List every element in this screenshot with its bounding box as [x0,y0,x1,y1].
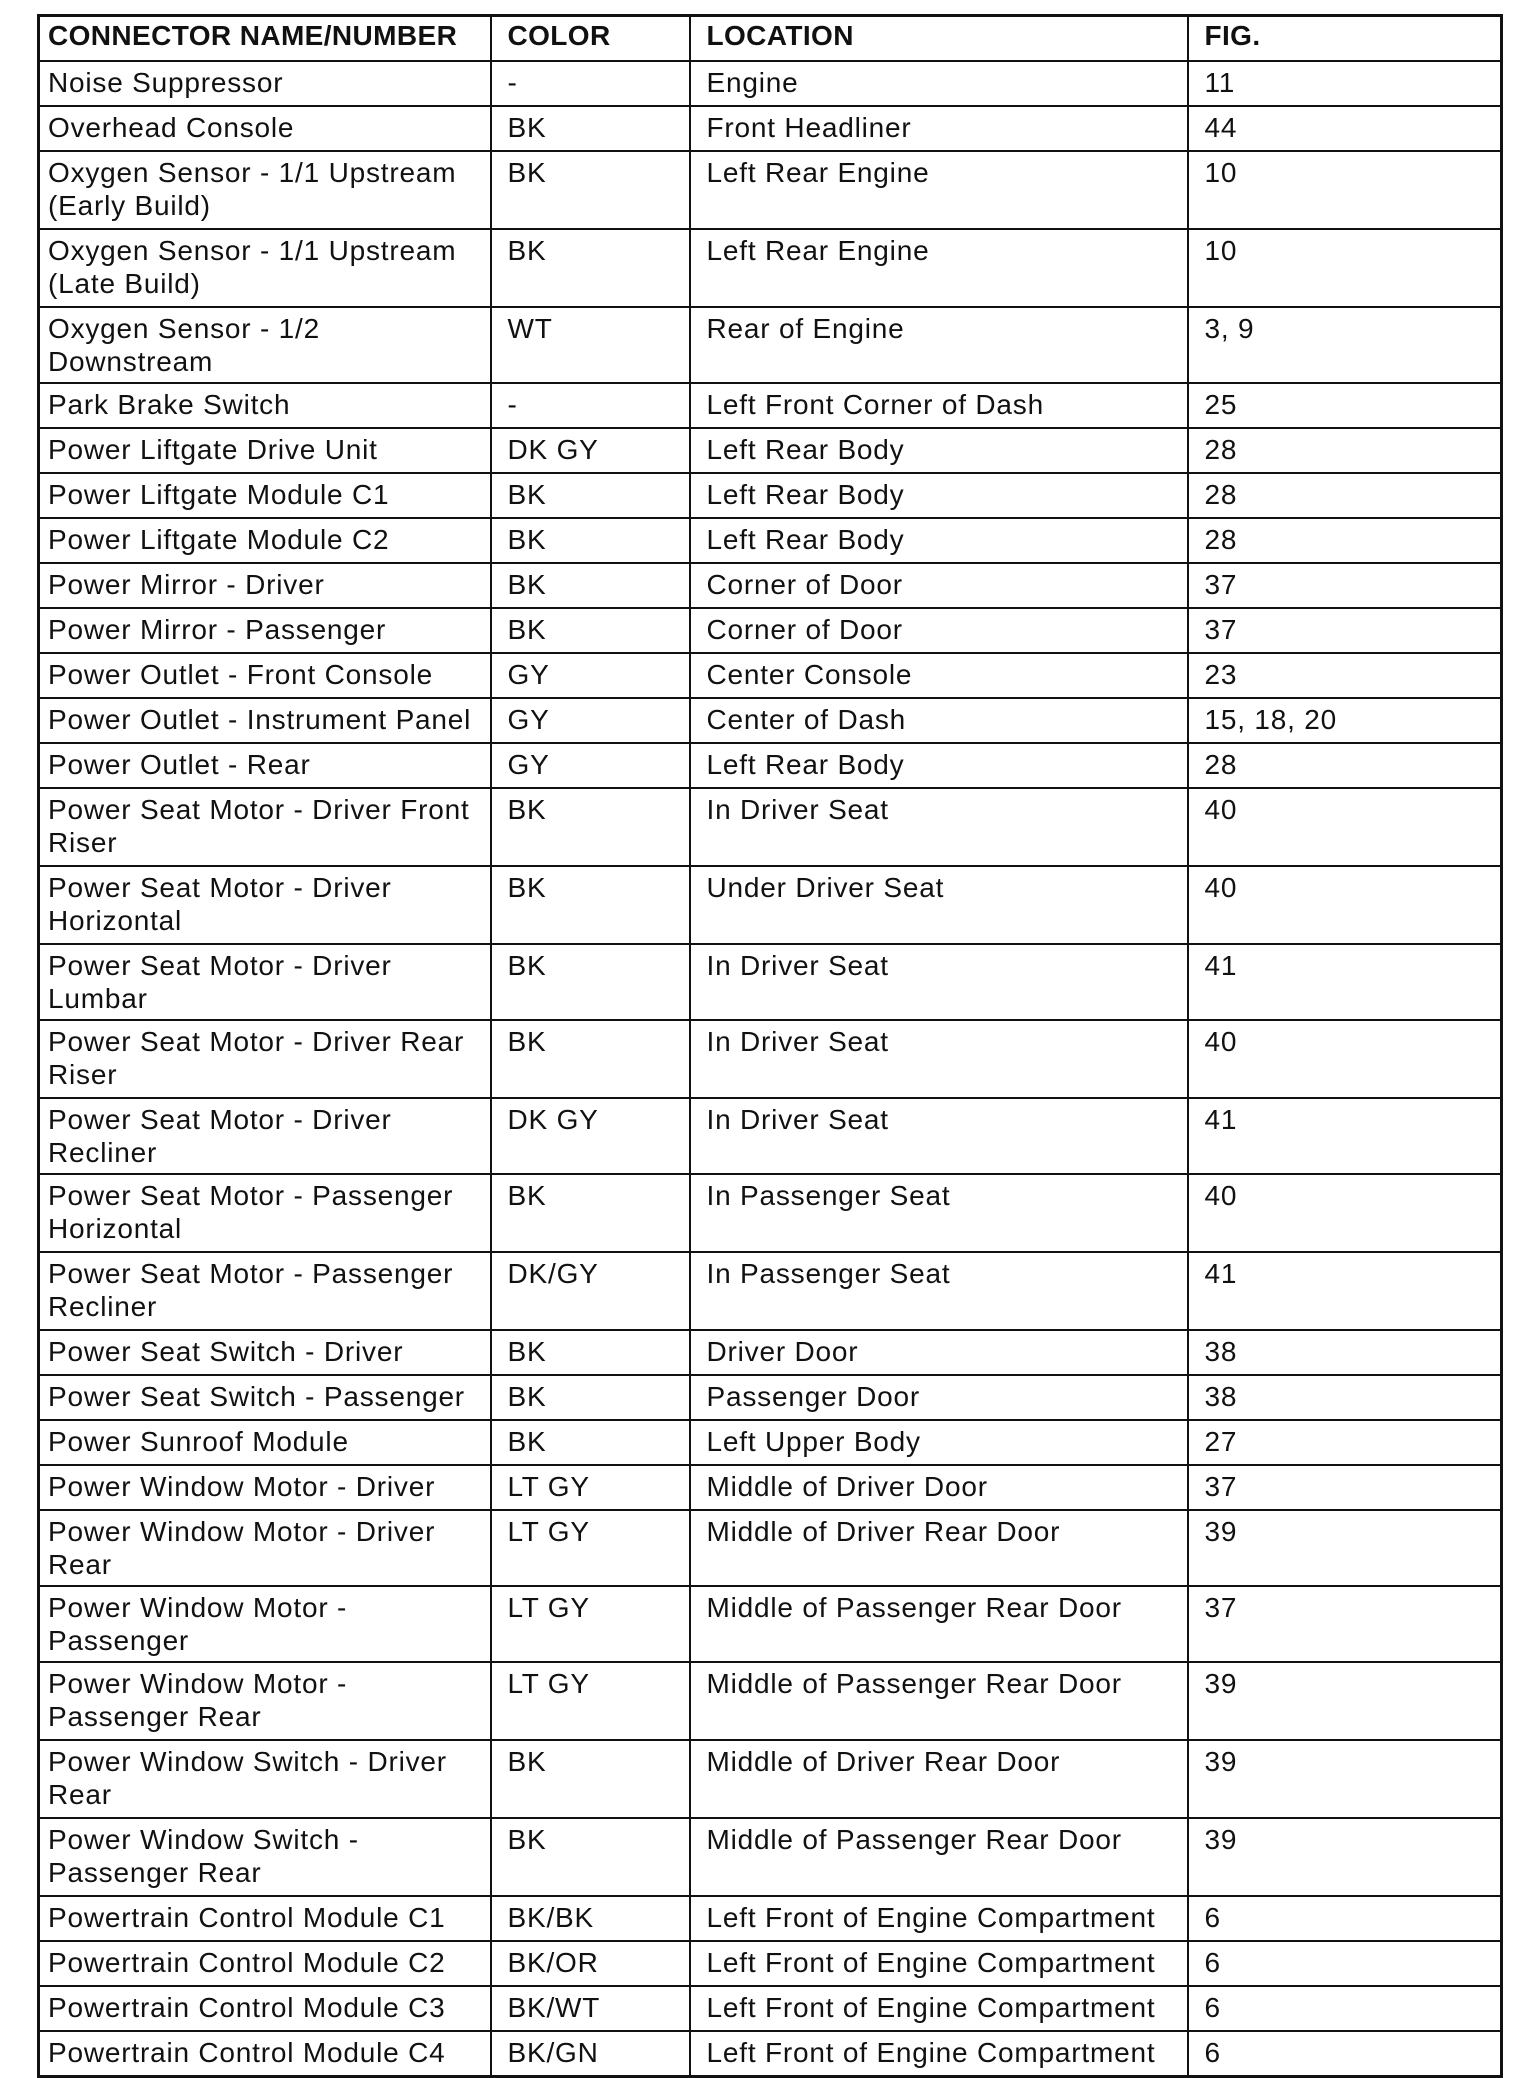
table-row [39,1986,1502,2031]
cell-color: GY [491,743,690,788]
cell-location: In Driver Seat [690,788,1188,866]
cell-location: In Driver Seat [690,1098,1188,1174]
cell-location: Left Rear Body [690,473,1188,518]
table-row [39,866,1502,944]
cell-color: BK [491,866,690,944]
cell-location: Left Upper Body [690,1420,1188,1465]
cell-color: DK GY [491,428,690,473]
cell-fig: 44 [1188,106,1502,151]
table-row [39,1252,1502,1330]
header-color: COLOR [491,16,690,62]
cell-fig: 6 [1188,2031,1502,2077]
cell-fig: 41 [1188,944,1502,1020]
table-row [39,473,1502,518]
cell-color: LT GY [491,1510,690,1586]
table-row [39,1020,1502,1098]
table-row [39,1740,1502,1818]
table-row [39,518,1502,563]
cell-connector-name: Powertrain Control Module C3 [39,1986,491,2031]
table-row [39,307,1502,383]
header-connector-name: CONNECTOR NAME/NUMBER [39,16,491,62]
cell-color: - [491,61,690,106]
cell-location: Corner of Door [690,563,1188,608]
table-row [39,151,1502,229]
cell-color: BK/GN [491,2031,690,2077]
cell-connector-name: Power Seat Switch - Driver [39,1330,491,1375]
cell-connector-name: Power Outlet - Instrument Panel [39,698,491,743]
cell-fig: 6 [1188,1896,1502,1941]
cell-connector-name: Power Window Switch - Driver Rear [39,1740,491,1818]
cell-connector-name: Power Window Motor - Passenger [39,1586,491,1662]
cell-connector-name: Power Outlet - Rear [39,743,491,788]
table-row [39,1818,1502,1896]
table-row [39,1420,1502,1465]
table-header-row [39,16,1502,62]
cell-color: BK [491,944,690,1020]
cell-fig: 28 [1188,743,1502,788]
table-row [39,1586,1502,1662]
cell-fig: 27 [1188,1420,1502,1465]
table-row [39,61,1502,106]
cell-fig: 37 [1188,1465,1502,1510]
cell-color: DK GY [491,1098,690,1174]
table-row [39,698,1502,743]
cell-connector-name: Power Seat Motor - Driver Recliner [39,1098,491,1174]
cell-color: LT GY [491,1662,690,1740]
cell-fig: 25 [1188,383,1502,428]
cell-fig: 41 [1188,1098,1502,1174]
cell-color: LT GY [491,1465,690,1510]
table-row [39,1662,1502,1740]
cell-color: BK/WT [491,1986,690,2031]
cell-location: Left Front of Engine Compartment [690,1941,1188,1986]
table-row [39,1098,1502,1174]
cell-color: LT GY [491,1586,690,1662]
cell-location: Front Headliner [690,106,1188,151]
cell-fig: 3, 9 [1188,307,1502,383]
cell-location: In Driver Seat [690,944,1188,1020]
cell-color: BK [491,229,690,307]
cell-location: Left Rear Body [690,428,1188,473]
cell-color: BK [491,788,690,866]
table-row [39,1330,1502,1375]
cell-connector-name: Power Mirror - Driver [39,563,491,608]
cell-color: BK [491,1818,690,1896]
cell-color: BK [491,1740,690,1818]
cell-location: Left Front of Engine Compartment [690,1986,1188,2031]
cell-fig: 40 [1188,1174,1502,1252]
cell-color: WT [491,307,690,383]
cell-location: Rear of Engine [690,307,1188,383]
cell-color: DK/GY [491,1252,690,1330]
cell-location: Left Rear Body [690,518,1188,563]
cell-fig: 6 [1188,1986,1502,2031]
cell-connector-name: Power Liftgate Module C1 [39,473,491,518]
cell-connector-name: Power Seat Switch - Passenger [39,1375,491,1420]
cell-fig: 37 [1188,1586,1502,1662]
cell-fig: 23 [1188,653,1502,698]
connector-table [37,14,1503,2078]
cell-location: Left Front of Engine Compartment [690,2031,1188,2077]
cell-location: Driver Door [690,1330,1188,1375]
cell-color: BK [491,473,690,518]
cell-location: Center Console [690,653,1188,698]
cell-location: In Driver Seat [690,1020,1188,1098]
cell-connector-name: Overhead Console [39,106,491,151]
cell-color: BK [491,518,690,563]
cell-fig: 40 [1188,1020,1502,1098]
cell-color: BK/BK [491,1896,690,1941]
cell-connector-name: Power Mirror - Passenger [39,608,491,653]
table-row [39,1465,1502,1510]
cell-location: Under Driver Seat [690,866,1188,944]
cell-fig: 10 [1188,151,1502,229]
cell-connector-name: Power Seat Motor - Driver Lumbar [39,944,491,1020]
table-row [39,2031,1502,2077]
cell-connector-name: Oxygen Sensor - 1/1 Upstream (Late Build) [39,229,491,307]
cell-connector-name: Oxygen Sensor - 1/2 Downstream [39,307,491,383]
table-row [39,383,1502,428]
cell-connector-name: Powertrain Control Module C1 [39,1896,491,1941]
table-body [39,61,1502,2077]
cell-location: Passenger Door [690,1375,1188,1420]
cell-fig: 40 [1188,866,1502,944]
cell-fig: 38 [1188,1330,1502,1375]
cell-location: Middle of Driver Door [690,1465,1188,1510]
cell-fig: 6 [1188,1941,1502,1986]
cell-connector-name: Park Brake Switch [39,383,491,428]
cell-connector-name: Power Outlet - Front Console [39,653,491,698]
cell-fig: 37 [1188,563,1502,608]
cell-fig: 37 [1188,608,1502,653]
cell-color: GY [491,698,690,743]
cell-color: BK [491,106,690,151]
cell-color: BK [491,563,690,608]
cell-location: Center of Dash [690,698,1188,743]
table-row [39,563,1502,608]
cell-connector-name: Power Seat Motor - Driver Front Riser [39,788,491,866]
cell-location: In Passenger Seat [690,1174,1188,1252]
cell-connector-name: Powertrain Control Module C2 [39,1941,491,1986]
table-row [39,944,1502,1020]
cell-color: GY [491,653,690,698]
cell-connector-name: Power Liftgate Module C2 [39,518,491,563]
cell-connector-name: Power Seat Motor - Driver Rear Riser [39,1020,491,1098]
table-row [39,1375,1502,1420]
cell-fig: 39 [1188,1818,1502,1896]
cell-fig: 28 [1188,473,1502,518]
cell-location: Left Front Corner of Dash [690,383,1188,428]
cell-connector-name: Power Window Motor - Passenger Rear [39,1662,491,1740]
cell-fig: 28 [1188,518,1502,563]
cell-connector-name: Powertrain Control Module C4 [39,2031,491,2077]
cell-color: BK [491,1020,690,1098]
table-row [39,229,1502,307]
cell-connector-name: Power Seat Motor - Driver Horizontal [39,866,491,944]
cell-color: BK [491,608,690,653]
cell-location: Middle of Driver Rear Door [690,1740,1188,1818]
cell-connector-name: Power Seat Motor - Passenger Recliner [39,1252,491,1330]
cell-location: Middle of Driver Rear Door [690,1510,1188,1586]
cell-fig: 11 [1188,61,1502,106]
cell-color: BK [491,1174,690,1252]
table-row [39,1941,1502,1986]
cell-fig: 40 [1188,788,1502,866]
cell-location: Engine [690,61,1188,106]
table-row [39,743,1502,788]
cell-location: Left Front of Engine Compartment [690,1896,1188,1941]
cell-color: - [491,383,690,428]
cell-color: BK [491,151,690,229]
cell-location: Left Rear Engine [690,151,1188,229]
header-fig: FIG. [1188,16,1502,62]
cell-fig: 39 [1188,1662,1502,1740]
table-row [39,1510,1502,1586]
cell-location: Left Rear Engine [690,229,1188,307]
cell-connector-name: Power Liftgate Drive Unit [39,428,491,473]
table-row [39,1896,1502,1941]
cell-location: In Passenger Seat [690,1252,1188,1330]
header-location: LOCATION [690,16,1188,62]
cell-color: BK [491,1330,690,1375]
cell-color: BK [491,1420,690,1465]
cell-connector-name: Power Window Switch - Passenger Rear [39,1818,491,1896]
cell-connector-name: Power Sunroof Module [39,1420,491,1465]
cell-connector-name: Oxygen Sensor - 1/1 Upstream (Early Build) [39,151,491,229]
cell-color: BK/OR [491,1941,690,1986]
cell-connector-name: Power Window Motor - Driver [39,1465,491,1510]
cell-fig: 39 [1188,1740,1502,1818]
cell-fig: 15, 18, 20 [1188,698,1502,743]
cell-location: Middle of Passenger Rear Door [690,1662,1188,1740]
cell-connector-name: Noise Suppressor [39,61,491,106]
cell-connector-name: Power Window Motor - Driver Rear [39,1510,491,1586]
cell-location: Left Rear Body [690,743,1188,788]
cell-location: Middle of Passenger Rear Door [690,1586,1188,1662]
cell-fig: 39 [1188,1510,1502,1586]
cell-connector-name: Power Seat Motor - Passenger Horizontal [39,1174,491,1252]
cell-fig: 10 [1188,229,1502,307]
table-row [39,788,1502,866]
cell-location: Corner of Door [690,608,1188,653]
table-row [39,106,1502,151]
cell-fig: 28 [1188,428,1502,473]
cell-color: BK [491,1375,690,1420]
table-row [39,1174,1502,1252]
cell-fig: 38 [1188,1375,1502,1420]
cell-location: Middle of Passenger Rear Door [690,1818,1188,1896]
table-row [39,428,1502,473]
table-row [39,653,1502,698]
table-row [39,608,1502,653]
cell-fig: 41 [1188,1252,1502,1330]
